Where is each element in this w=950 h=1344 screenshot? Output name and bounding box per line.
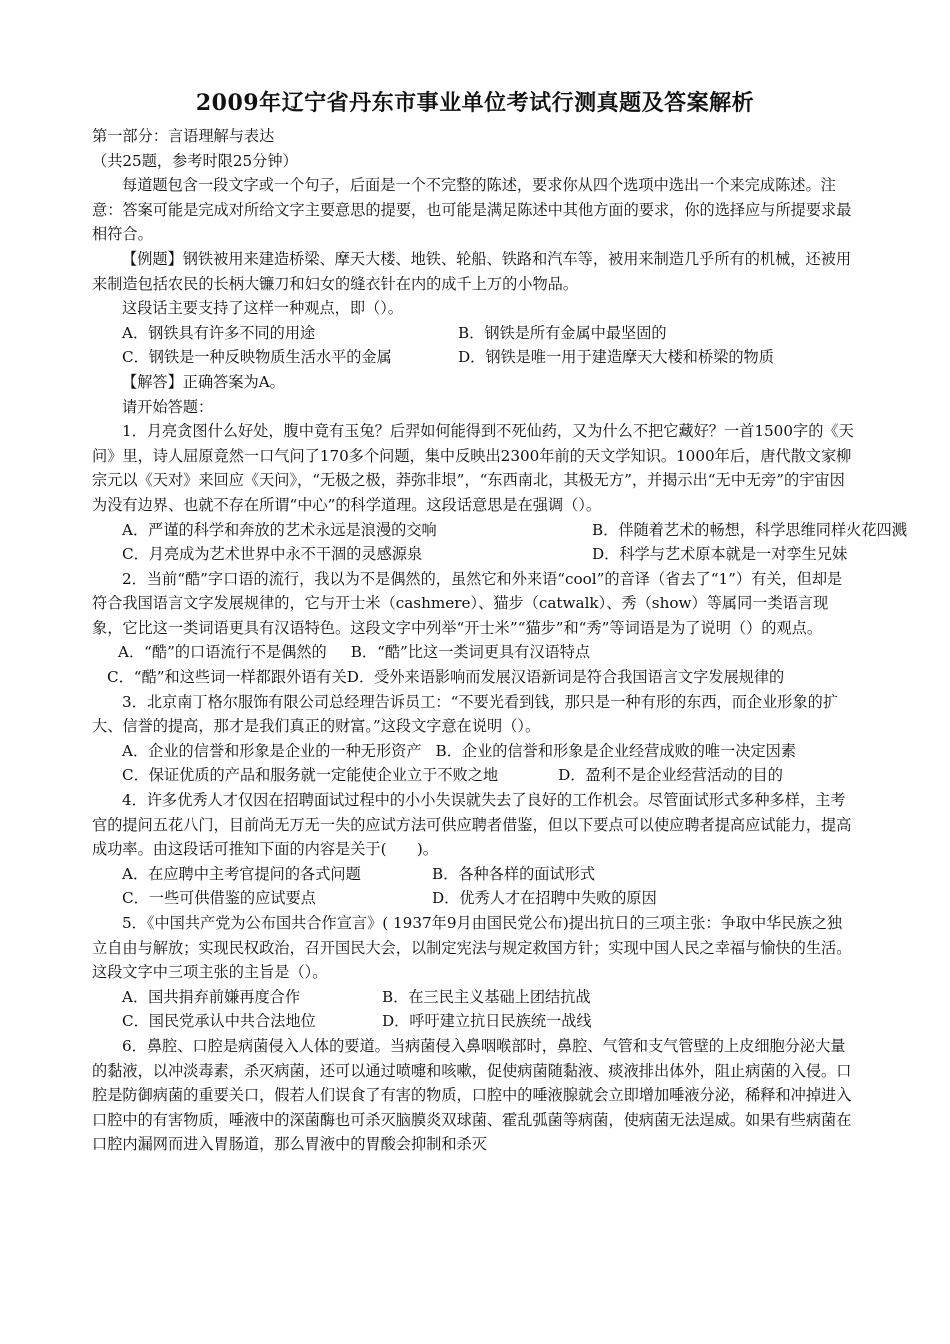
question-4-option-d: D．优秀人才在招聘中失败的原因 (432, 889, 657, 908)
question-3-options-row-1 (92, 739, 856, 764)
instructions: 每道题包含一段文字或一个句子，后面是一个不完整的陈述，要求你从四个选项中选出一个来完成陈述。注意：答案可能是完成对所给文字主要意思的提要，也可能是满足陈述中其他方面的要求，你的选择应与所提要求最相符合。 (92, 176, 852, 244)
example-options-row-2 (92, 345, 856, 370)
question-6-text: 6．鼻腔、口腔是病菌侵入人体的要道。当病菌侵入鼻咽喉部时，鼻腔、气管和支气管壁的上皮细胞分泌大量的黏液，以冲淡毒素，杀灭病菌，还可以通过喷嚏和咳嗽，促使病菌随黏液、痰液排出体外，阻止病菌的入侵。口腔是防御病菌的重要关口，假若人们误食了有害的物质，口腔中的唾液腺就会立即增加唾液分泌，稀释和冲掉进入口腔中的有害物质，唾液中的深菌酶也可杀灭脑膜炎双球菌、霍乱弧菌等病菌，使病菌无法逞威。如果有些病菌在口腔内漏网而进入胃肠道，那么胃液中的胃酸会抑制和杀灭 (92, 1036, 852, 1154)
section-heading: 第一部分：言语理解与表达 (92, 127, 275, 145)
question-3-text: 3．北京南丁格尔服饰有限公司总经理告诉员工：“不要光看到钱，那只是一种有形的东西，而企业形象的扩大、信誉的提高，那才是我们真正的财富。”这段文字意在说明（）。 (92, 692, 839, 736)
question-2-option-a: A．“酷”的口语流行不是偶然的 (118, 643, 327, 662)
document-title: 2009年辽宁省丹东市事业单位考试行测真题及答案解析 (195, 90, 755, 116)
question-1-text: 1．月亮贪图什么好处，腹中竟有玉兔？后羿如何能得到不死仙药，又为什么不把它藏好？一首1500字的《天问》里，诗人屈原竟然一口气问了170多个问题，集中反映出2300年前的天文学知识。1000年后，唐代散文家柳宗元以《天对》来回应《天问》，“无极之极，莽弥非垠”，“东西南北，其极无方”，并揭示出“无中无旁”的宇宙因为没有边界、也就不存在所谓“中心”的科学道理。这段话意思是在强调（）。 (92, 422, 854, 514)
example-question: 这段话主要支持了这样一种观点，即（）。 (122, 299, 403, 318)
question-5-options-row-1 (92, 985, 856, 1010)
question-1-option-c: C．月亮成为艺术世界中永不干涸的灵感源泉 (122, 545, 423, 564)
question-2-text: 2．当前“酷”字口语的流行，我以为不是偶然的，虽然它和外来语“cool”的音译（省去了“1”）有关，但却是符合我国语言文字发展规律的，它与开士米（cashmere）、猫步（catwalk）、秀（show）等属同一类语言现象，它比这一类词语更具有汉语特色。这段文字中列举“开士米”“猫步”和“秀”等词语是为了说明（）的观点。 (92, 569, 843, 637)
question-4-options-row-2 (92, 886, 856, 911)
document-body (92, 124, 907, 1157)
question-3-option-b: B．企业的信誉和形象是企业经营成败的唯一决定因素 (435, 741, 797, 760)
question-4-text: 4．许多优秀人才仅因在招聘面试过程中的小小失误就失去了良好的工作机会。尽管面试形式多种多样，主考官的提问五花八门，目前尚无万无一失的应试方法可供应聘者借鉴，但以下要点可以使应聘者提高应试能力，提高成功率。由这段话可推知下面的内容是关于( )。 (92, 791, 852, 859)
question-3-options-row-2 (92, 763, 856, 788)
question-2-option-c: C．“酷”和这些词一样都跟外语有关 (107, 668, 347, 687)
question-1-options-row-1 (92, 518, 907, 543)
question-1-option-a: A．严谨的科学和奔放的艺术永远是浪漫的交响 (122, 520, 437, 539)
start-prompt: 请开始答题： (122, 397, 214, 416)
question-3-option-c: C．保证优质的产品和服务就一定能使企业立于不败之地 (122, 766, 499, 785)
example-text: 【例题】钢铁被用来建造桥梁、摩天大楼、地铁、轮船、铁路和汽车等，被用来制造几乎所有的机械，还被用来制造包括农民的长柄大镰刀和妇女的缝衣针在内的成千上万的小物品。 (92, 249, 851, 293)
question-5-options-row-2 (92, 1009, 856, 1034)
question-4-options-row-1 (92, 862, 856, 887)
question-2-option-b: B．“酷”比这一类词更具有汉语特点 (350, 643, 591, 662)
question-4-option-a: A．在应聘中主考官提问的各式问题 (122, 864, 361, 883)
question-2-option-d: D．受外来语影响而发展汉语新词是符合我国语言文字发展规律的 (346, 668, 785, 687)
question-5-option-b: B．在三民主义基础上团结抗战 (382, 987, 591, 1006)
question-5-option-c: C．国民党承认中共合法地位 (122, 1012, 316, 1031)
example-option-d: D．钢铁是唯一用于建造摩天大楼和桥梁的物质 (458, 348, 774, 367)
question-4-option-c: C．一些可供借鉴的应试要点 (122, 889, 316, 908)
question-5-option-a: A．国共捐弃前嫌再度合作 (122, 987, 301, 1006)
question-3-option-a: A．企业的信誉和形象是企业的一种无形资产 (122, 741, 422, 760)
question-1-option-d: D．科学与艺术原本就是一对孪生兄妹 (592, 545, 848, 564)
question-5-option-d: D．呼吁建立抗日民族统一战线 (382, 1012, 592, 1031)
question-3-option-d: D．盈利不是企业经营活动的目的 (558, 766, 783, 785)
example-option-b: B．钢铁是所有金属中最坚固的 (458, 323, 667, 342)
question-1-option-b: B．伴随着艺术的畅想，科学思维同样火花四溅 (592, 520, 907, 539)
example-answer: 【解答】正确答案为A。 (122, 372, 285, 391)
example-option-c: C．钢铁是一种反映物质生活水平的金属 (122, 348, 392, 367)
example-option-a: A．钢铁具有许多不同的用途 (122, 323, 316, 342)
section-info: （共25题，参考时限25分钟） (92, 151, 298, 170)
example-options-row-1 (92, 321, 856, 346)
question-1-options-row-2 (92, 542, 856, 567)
question-4-option-b: B．各种各样的面试形式 (432, 864, 596, 883)
question-2-options-row-1 (92, 640, 856, 665)
question-5-text: 5．《中国共产党为公布国共合作宣言》( 1937年9月由国民党公布)提出抗日的三项主张：争取中华民族之独立自由与解放；实现民权政治，召开国民大会，以制定宪法与规定救国方针；实现中国人民之幸福与愉快的生活。这段文字中三项主张的主旨是（）。 (92, 914, 852, 982)
question-2-options-row-2 (92, 665, 856, 690)
